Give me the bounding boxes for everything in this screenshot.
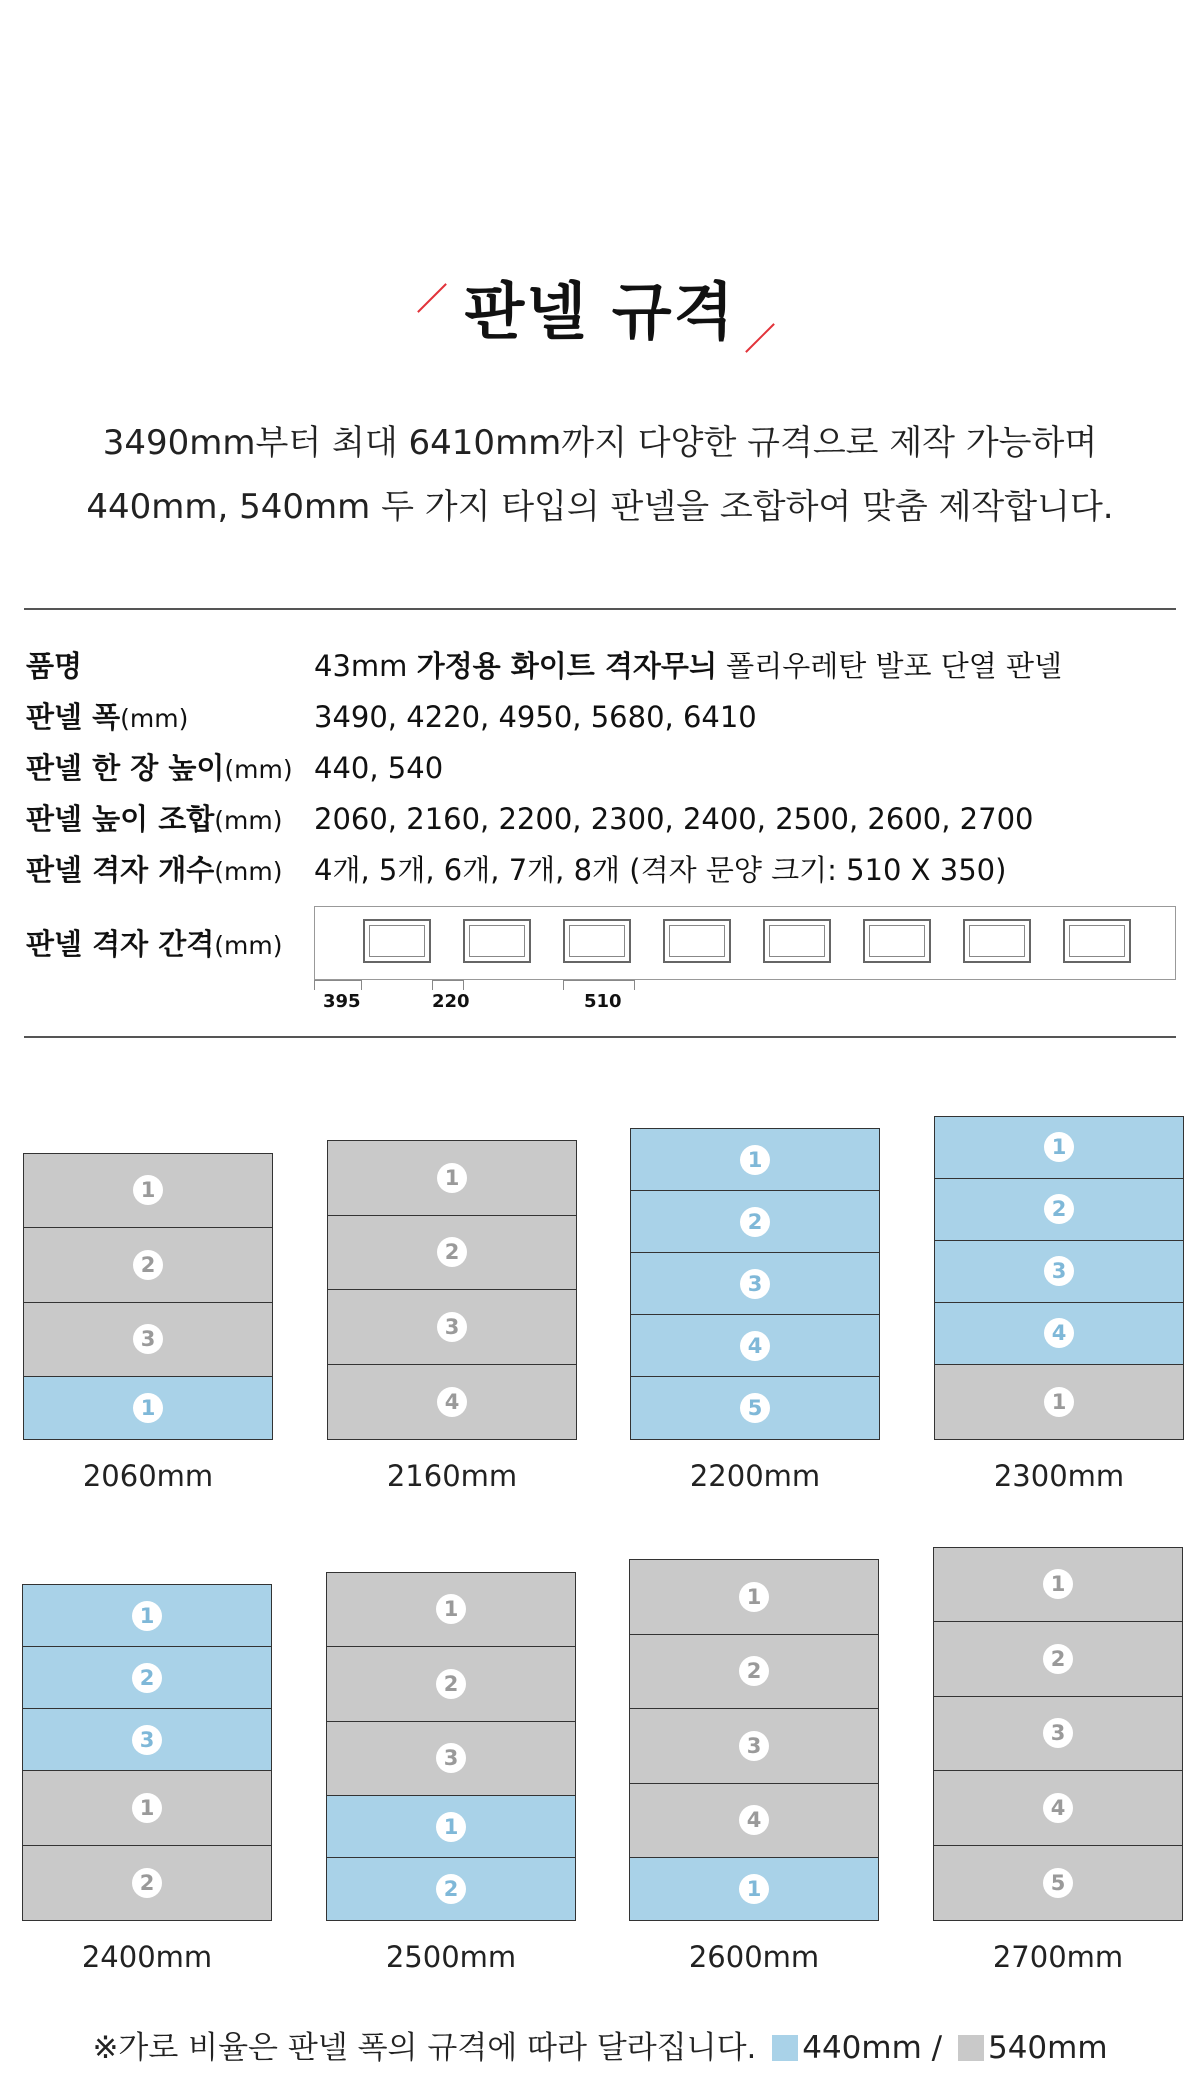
panel-number-badge: 1: [1044, 1132, 1074, 1162]
panel-stack: [934, 1116, 1184, 1441]
dim-bracket-220: [432, 980, 464, 990]
panel-440: [935, 1179, 1183, 1241]
spec-value-grid-count: 4개, 5개, 6개, 7개, 8개 (격자 문양 크기: 510 X 350): [314, 853, 1007, 887]
grid-cell: [363, 919, 431, 963]
panel-440: [631, 1253, 879, 1315]
panel-number-badge: 2: [739, 1656, 769, 1686]
combination-caption: 2200mm: [689, 1459, 821, 1493]
spec-top-rule: [24, 608, 1176, 610]
grid-cell: [563, 919, 631, 963]
panel-540: [327, 1573, 575, 1648]
panel-440: [24, 1377, 272, 1439]
panel-stack: [630, 1128, 880, 1440]
panel-number-badge: 4: [740, 1331, 770, 1361]
panel-440: [935, 1241, 1183, 1303]
panel-540: [23, 1846, 271, 1921]
panel-number-badge: 5: [740, 1393, 770, 1423]
panel-540: [934, 1622, 1182, 1697]
footnote-text: ※가로 비율은 판넬 폭의 규격에 따라 달라집니다.: [92, 2030, 757, 2066]
spec-label-grid-count: 판넬 격자 개수(mm): [26, 853, 283, 887]
panel-number-badge: 2: [436, 1874, 466, 1904]
spec-label-height-single: 판넬 한 장 높이(mm): [26, 751, 293, 785]
panel-number-badge: 3: [436, 1743, 466, 1773]
dim-label-395: 395: [323, 991, 361, 1012]
spec-label-width: 판넬 폭(mm): [26, 700, 189, 734]
panel-number-badge: 5: [1043, 1868, 1073, 1898]
combination-stack-6: [629, 1559, 879, 1921]
panel-number-badge: 1: [132, 1793, 162, 1823]
panel-540: [24, 1154, 272, 1229]
panel-540: [328, 1290, 576, 1365]
spec-value-width: 3490, 4220, 4950, 5680, 6410: [314, 700, 757, 734]
grid-cell: [963, 919, 1031, 963]
spec-label-height-combo: 판넬 높이 조합(mm): [26, 802, 283, 836]
panel-number-badge: 4: [1043, 1793, 1073, 1823]
panel-number-badge: 1: [739, 1582, 769, 1612]
panel-number-badge: 1: [133, 1393, 163, 1423]
panel-540: [630, 1709, 878, 1784]
panel-number-badge: 1: [739, 1874, 769, 1904]
grid-cell: [1063, 919, 1131, 963]
panel-number-badge: 1: [436, 1594, 466, 1624]
panel-stack: [23, 1153, 273, 1441]
panel-stack: [22, 1584, 272, 1921]
panel-540: [328, 1365, 576, 1440]
grid-cell: [863, 919, 931, 963]
spec-bottom-rule: [24, 1036, 1176, 1038]
panel-540: [935, 1365, 1183, 1440]
panel-number-badge: 1: [132, 1601, 162, 1631]
intro-line-2: 440mm, 540mm 두 가지 타입의 판넬을 조합하여 맞춤 제작합니다.: [86, 487, 1114, 527]
combination-caption: 2300mm: [993, 1459, 1125, 1493]
panel-stack: [629, 1559, 879, 1921]
panel-number-badge: 1: [437, 1163, 467, 1193]
panel-number-badge: 3: [437, 1312, 467, 1342]
combination-stack-4: [22, 1584, 272, 1921]
intro-line-1: 3490mm부터 최대 6410mm까지 다양한 규격으로 제작 가능하며: [102, 423, 1098, 463]
panel-540: [934, 1697, 1182, 1772]
dim-bracket-510: [563, 980, 635, 990]
panel-number-badge: 1: [740, 1145, 770, 1175]
combination-stack-3: [934, 1116, 1184, 1441]
panel-number-badge: 1: [1043, 1569, 1073, 1599]
combination-stack-1: [327, 1140, 577, 1440]
panel-number-badge: 4: [1044, 1318, 1074, 1348]
panel-440: [630, 1858, 878, 1920]
spec-label-grid-spacing: 판넬 격자 간격(mm): [26, 927, 283, 961]
grid-spacing-diagram: [314, 906, 1176, 980]
panel-440: [631, 1191, 879, 1253]
combination-stack-0: [23, 1153, 273, 1441]
panel-540: [934, 1846, 1182, 1921]
panel-number-badge: 3: [1043, 1718, 1073, 1748]
panel-440: [23, 1585, 271, 1647]
panel-number-badge: 2: [1044, 1194, 1074, 1224]
panel-440: [631, 1315, 879, 1377]
panel-number-badge: 3: [132, 1725, 162, 1755]
panel-440: [935, 1117, 1183, 1179]
page-title: 판넬 규격: [464, 275, 736, 348]
panel-number-badge: 2: [740, 1207, 770, 1237]
panel-540: [328, 1141, 576, 1216]
dim-label-510: 510: [584, 991, 622, 1012]
panel-440: [631, 1129, 879, 1191]
combination-stack-5: [326, 1572, 576, 1922]
panel-number-badge: 2: [132, 1663, 162, 1693]
panel-number-badge: 3: [739, 1731, 769, 1761]
grid-cell: [663, 919, 731, 963]
combination-caption: 2160mm: [386, 1459, 518, 1493]
panel-number-badge: 2: [133, 1250, 163, 1280]
panel-440: [935, 1303, 1183, 1365]
panel-number-badge: 3: [133, 1324, 163, 1354]
combination-caption: 2060mm: [82, 1459, 214, 1493]
panel-number-badge: 2: [436, 1669, 466, 1699]
panel-number-badge: 4: [437, 1387, 467, 1417]
panel-540: [630, 1560, 878, 1635]
panel-440: [23, 1647, 271, 1709]
panel-540: [934, 1548, 1182, 1623]
panel-stack: [326, 1572, 576, 1922]
panel-540: [327, 1722, 575, 1797]
panel-540: [630, 1635, 878, 1710]
panel-540: [327, 1647, 575, 1722]
panel-number-badge: 3: [1044, 1256, 1074, 1286]
panel-540: [328, 1216, 576, 1291]
combination-stack-2: [630, 1128, 880, 1440]
panel-440: [327, 1858, 575, 1920]
panel-number-badge: 2: [437, 1237, 467, 1267]
panel-stack: [327, 1140, 577, 1440]
spec-label-name: 품명: [26, 649, 83, 683]
spec-value-height-single: 440, 540: [314, 751, 444, 785]
panel-number-badge: 1: [133, 1175, 163, 1205]
combination-stack-7: [933, 1547, 1183, 1922]
footnote: [0, 2026, 1200, 2070]
combination-caption: 2500mm: [385, 1940, 517, 1974]
grid-cell: [763, 919, 831, 963]
panel-number-badge: 1: [436, 1812, 466, 1842]
dim-bracket-395: [314, 980, 362, 990]
panel-540: [24, 1228, 272, 1303]
legend-label-440: 440mm /: [802, 2030, 943, 2066]
combination-caption: 2700mm: [992, 1940, 1124, 1974]
combination-caption: 2400mm: [81, 1940, 213, 1974]
legend-swatch-540: [958, 2035, 984, 2061]
panel-540: [23, 1771, 271, 1846]
dim-label-220: 220: [432, 991, 470, 1012]
grid-cell: [463, 919, 531, 963]
panel-number-badge: 1: [1044, 1387, 1074, 1417]
panel-stack: [933, 1547, 1183, 1922]
panel-540: [24, 1303, 272, 1378]
panel-number-badge: 4: [739, 1805, 769, 1835]
legend-label-540: 540mm: [987, 2030, 1108, 2066]
panel-540: [934, 1771, 1182, 1846]
panel-440: [23, 1709, 271, 1771]
panel-number-badge: 2: [1043, 1644, 1073, 1674]
legend-swatch-440: [772, 2035, 798, 2061]
panel-440: [631, 1377, 879, 1439]
spec-value-height-combo: 2060, 2160, 2200, 2300, 2400, 2500, 2600, 2700: [314, 802, 1034, 836]
panel-number-badge: 2: [132, 1868, 162, 1898]
panel-number-badge: 3: [740, 1269, 770, 1299]
spec-value-name: 43mm 가정용 화이트 격자무늬 폴리우레탄 발포 단열 판넬: [314, 649, 1062, 683]
panel-540: [630, 1784, 878, 1859]
panel-440: [327, 1796, 575, 1858]
combination-caption: 2600mm: [688, 1940, 820, 1974]
